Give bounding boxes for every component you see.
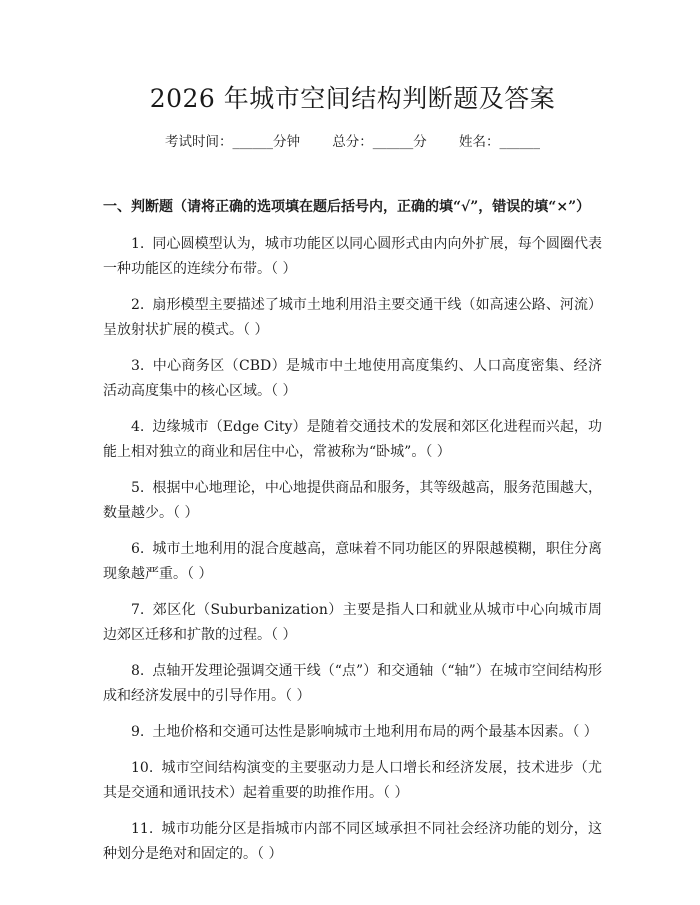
question-text: 城市土地利用的混合度越高，意味着不同功能区的界限越模糊，职住分离现象越严重。（ ） xyxy=(103,541,602,582)
page-title: 2026 年城市空间结构判断题及答案 xyxy=(149,84,556,113)
question-number: 6. xyxy=(131,541,145,557)
question-item xyxy=(103,476,602,526)
question-text: 城市功能分区是指城市内部不同区域承担不同社会经济功能的划分，这种划分是绝对和固定的。（ ） xyxy=(103,821,602,862)
question-text: 同心圆模型认为，城市功能区以同心圆形式由内向外扩展，每个圆圈代表一种功能区的连续分布带。（ ） xyxy=(103,236,602,277)
total-score-field: 总分：______分 xyxy=(332,134,427,150)
question-item xyxy=(103,659,602,709)
question-text: 边缘城市（Edge City）是随着交通技术的发展和郊区化进程而兴起，功能上相对独立的商业和居住中心，常被称为“卧城”。（ ） xyxy=(103,419,602,460)
question-text: 城市空间结构演变的主要驱动力是人口增长和经济发展，技术进步（尤其是交通和通讯技术）起着重要的助推作用。（ ） xyxy=(103,760,602,801)
question-number: 7. xyxy=(131,602,145,618)
question-number: 8. xyxy=(131,663,145,679)
question-number: 5. xyxy=(131,480,145,496)
question-item xyxy=(103,232,602,282)
question-item xyxy=(103,817,602,867)
question-item xyxy=(103,720,602,745)
question-item xyxy=(103,756,602,806)
question-number: 4. xyxy=(131,419,145,435)
exam-meta xyxy=(103,132,602,152)
question-number: 1. xyxy=(131,236,145,252)
question-number: 3. xyxy=(131,358,145,374)
exam-time-field: 考试时间：______分钟 xyxy=(164,134,300,150)
question-text: 土地价格和交通可达性是影响城市土地利用布局的两个最基本因素。（ ） xyxy=(152,724,598,740)
name-field: 姓名：______ xyxy=(459,134,541,150)
question-number: 10. xyxy=(131,760,154,776)
question-item xyxy=(103,354,602,404)
question-number: 9. xyxy=(131,724,145,740)
question-number: 2. xyxy=(131,297,145,313)
question-text: 根据中心地理论，中心地提供商品和服务，其等级越高，服务范围越大，数量越少。（ ） xyxy=(103,480,602,521)
question-text: 郊区化（Suburbanization）主要是指人口和就业从城市中心向城市周边郊区迁移和扩散的过程。（ ） xyxy=(103,602,602,643)
question-text: 中心商务区（CBD）是城市中土地使用高度集约、人口高度密集、经济活动高度集中的核心区域。（ ） xyxy=(103,358,602,399)
question-item xyxy=(103,537,602,587)
question-text: 扇形模型主要描述了城市土地利用沿主要交通干线（如高速公路、河流）呈放射状扩展的模式。（ ） xyxy=(103,297,602,338)
question-number: 11. xyxy=(131,821,154,837)
question-item xyxy=(103,598,602,648)
question-list xyxy=(103,232,602,867)
question-text: 点轴开发理论强调交通干线（“点”）和交通轴（“轴”）在城市空间结构形成和经济发展中的引导作用。（ ） xyxy=(103,663,602,704)
section-heading: 一、判断题（请将正确的选项填在题后括号内，正确的填“√”，错误的填“×”） xyxy=(103,199,591,215)
question-item xyxy=(103,293,602,343)
question-item xyxy=(103,415,602,465)
